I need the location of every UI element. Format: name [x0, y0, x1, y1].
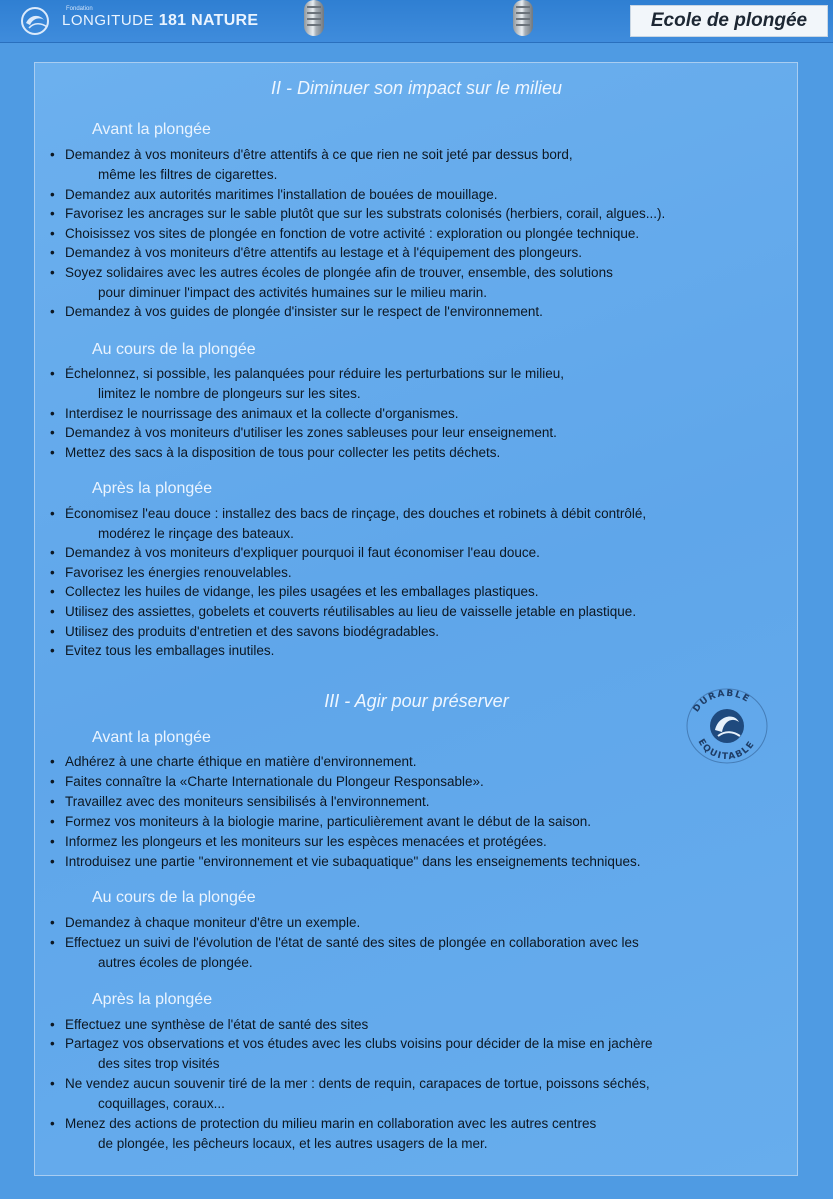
list-item — [50, 1114, 810, 1153]
list-item — [50, 302, 810, 322]
item-text: Formez vos moniteurs à la biologie marine, particulièrement avant le début de la saison. — [65, 814, 592, 829]
item-text: Demandez à vos moniteurs d'expliquer pourquoi il faut économiser l'eau douce. — [65, 545, 540, 560]
item-text: Demandez à vos moniteurs d'être attentifs à ce que rien ne soit jeté par dessus bord, — [65, 147, 573, 162]
list-item — [50, 185, 810, 205]
bullet: • — [50, 1076, 55, 1091]
bullet: • — [50, 1116, 55, 1131]
subsection-heading: Au cours de la plongée — [92, 341, 256, 358]
header-bar — [0, 0, 833, 43]
item-text-continued: même les filtres de cigarettes. — [98, 166, 278, 182]
bullet: • — [50, 445, 55, 460]
bullet: • — [50, 854, 55, 869]
bullet: • — [50, 1036, 55, 1051]
bullet: • — [50, 147, 55, 162]
subsection-heading: Avant la plongée — [92, 729, 211, 746]
item-text: Effectuez une synthèse de l'état de santé des sites — [65, 1017, 369, 1032]
subsection-heading: Après la plongée — [92, 480, 213, 497]
item-text: Soyez solidaires avec les autres écoles de plongée afin de trouver, ensemble, des solutions — [65, 265, 613, 280]
bullet: • — [50, 366, 55, 381]
item-text-continued: coquillages, coraux... — [98, 1095, 225, 1111]
bullet: • — [50, 814, 55, 829]
binder-ring-right — [513, 0, 533, 36]
bullet: • — [50, 265, 55, 280]
brand-longitude: LONGITUDE — [62, 12, 155, 29]
bullet: • — [50, 774, 55, 789]
bullet: • — [50, 1017, 55, 1032]
item-text: Evitez tous les emballages inutiles. — [65, 643, 275, 658]
bullet: • — [50, 915, 55, 930]
section-heading: II - Diminuer son impact sur le milieu — [270, 78, 563, 98]
list-item — [50, 792, 810, 812]
bullet: • — [50, 545, 55, 560]
bullet: • — [50, 604, 55, 619]
list-item — [50, 404, 810, 424]
item-text: Adhérez à une charte éthique en matière d'environnement. — [65, 754, 417, 769]
bullet: • — [50, 245, 55, 260]
item-text-continued: autres écoles de plongée. — [98, 954, 253, 970]
item-text: Utilisez des produits d'entretien et des savons biodégradables. — [65, 624, 440, 639]
bullet: • — [50, 506, 55, 521]
list-item — [50, 622, 810, 642]
list-item — [50, 423, 810, 443]
list-item — [50, 752, 810, 772]
bullet: • — [50, 226, 55, 241]
item-text: Demandez aux autorités maritimes l'installation de bouées de mouillage. — [65, 187, 498, 202]
item-text: Informez les plongeurs et les moniteurs sur les espèces menacées et protégées. — [65, 834, 547, 849]
bullet: • — [50, 643, 55, 658]
item-text-continued: de plongée, les pêcheurs locaux, et les autres usagers de la mer. — [98, 1135, 488, 1151]
item-text: Demandez à vos moniteurs d'être attentifs au lestage et à l'équipement des plongeurs. — [65, 245, 582, 260]
item-text: Choisissez vos sites de plongée en fonction de votre activité : exploration ou plongée technique. — [65, 226, 640, 241]
list-item — [50, 263, 810, 302]
list-item — [50, 933, 810, 972]
bullet: • — [50, 935, 55, 950]
item-text: Échelonnez, si possible, les palanquées pour réduire les perturbations sur le milieu, — [65, 366, 565, 381]
list-item — [50, 913, 810, 933]
list-item — [50, 1015, 810, 1035]
bullet: • — [50, 406, 55, 421]
section-tag: Ecole de plongée — [630, 5, 828, 37]
list-item — [50, 224, 810, 244]
subsection-heading: Après la plongée — [92, 991, 213, 1008]
item-text: Économisez l'eau douce : installez des bacs de rinçage, des douches et robinets à débit contrôlé, — [65, 506, 647, 521]
list-item — [50, 852, 810, 872]
item-text: Collectez les huiles de vidange, les piles usagées et les emballages plastiques. — [65, 584, 539, 599]
subsection-heading: Au cours de la plongée — [92, 889, 256, 906]
list-item — [50, 145, 810, 184]
list-item — [50, 443, 810, 463]
subsection-heading: Avant la plongée — [92, 121, 211, 138]
item-text: Faites connaître la «Charte Internationale du Plongeur Responsable». — [65, 774, 484, 789]
item-text-continued: limitez le nombre de plongeurs sur les sites. — [98, 385, 361, 401]
list-item — [50, 204, 810, 224]
item-text: Favorisez les énergies renouvelables. — [65, 565, 292, 580]
item-text: Ne vendez aucun souvenir tiré de la mer : dents de requin, carapaces de tortue, poissons séchés, — [65, 1076, 650, 1091]
list-item — [50, 1074, 810, 1113]
bullet: • — [50, 754, 55, 769]
bullet: • — [50, 565, 55, 580]
bullet: • — [50, 206, 55, 221]
list-item — [50, 563, 810, 583]
bullet: • — [50, 624, 55, 639]
brand-rest: 181 NATURE — [158, 12, 259, 29]
item-text: Introduisez une partie "environnement et vie subaquatique" dans les enseignements techniques. — [65, 854, 641, 869]
list-item — [50, 582, 810, 602]
binder-ring-left — [304, 0, 324, 36]
list-item — [50, 543, 810, 563]
longitude-logo-icon — [20, 6, 56, 36]
section-heading: III - Agir pour préserver — [324, 691, 509, 711]
item-text: Utilisez des assiettes, gobelets et couverts réutilisables au lieu de vaisselle jetable en plastique. — [65, 604, 637, 619]
item-text-continued: modérez le rinçage des bateaux. — [98, 525, 294, 541]
bullet: • — [50, 187, 55, 202]
item-text-continued: pour diminuer l'impact des activités humaines sur le milieu marin. — [98, 284, 487, 300]
item-text: Favorisez les ancrages sur le sable plutôt que sur les substrats colonisés (herbiers, corail, algues...). — [65, 206, 666, 221]
bullet: • — [50, 834, 55, 849]
brand-prefix: Fondation — [66, 6, 93, 12]
list-item — [50, 772, 810, 792]
item-text: Travaillez avec des moniteurs sensibilisés à l'environnement. — [65, 794, 430, 809]
list-item — [50, 832, 810, 852]
brand-name — [62, 12, 258, 30]
item-text: Demandez à vos guides de plongée d'insister sur le respect de l'environnement. — [65, 304, 543, 319]
list-item — [50, 1034, 810, 1073]
item-text: Partagez vos observations et vos études avec les clubs voisins pour décider de la mise en jachère — [65, 1036, 653, 1051]
list-item — [50, 812, 810, 832]
item-text: Mettez des sacs à la disposition de tous pour collecter les petits déchets. — [65, 445, 501, 460]
list-item — [50, 641, 810, 661]
item-text: Effectuez un suivi de l'évolution de l'état de santé des sites de plongée en collaboration avec les — [65, 935, 639, 950]
list-item — [50, 504, 810, 543]
list-item — [50, 243, 810, 263]
item-text: Menez des actions de protection du milieu marin en collaboration avec les autres centres — [65, 1116, 597, 1131]
bullet: • — [50, 794, 55, 809]
bullet: • — [50, 425, 55, 440]
list-item — [50, 602, 810, 622]
bullet: • — [50, 304, 55, 319]
svg-text:EQUITABLE: EQUITABLE — [695, 737, 758, 763]
item-text: Interdisez le nourrissage des animaux et la collecte d'organismes. — [65, 406, 459, 421]
item-text: Demandez à chaque moniteur d'être un exemple. — [65, 915, 361, 930]
svg-text:DURABLE: DURABLE — [691, 688, 752, 715]
bullet: • — [50, 584, 55, 599]
item-text-continued: des sites trop visités — [98, 1055, 220, 1071]
item-text: Demandez à vos moniteurs d'utiliser les zones sableuses pour leur enseignement. — [65, 425, 557, 440]
list-item — [50, 364, 810, 403]
